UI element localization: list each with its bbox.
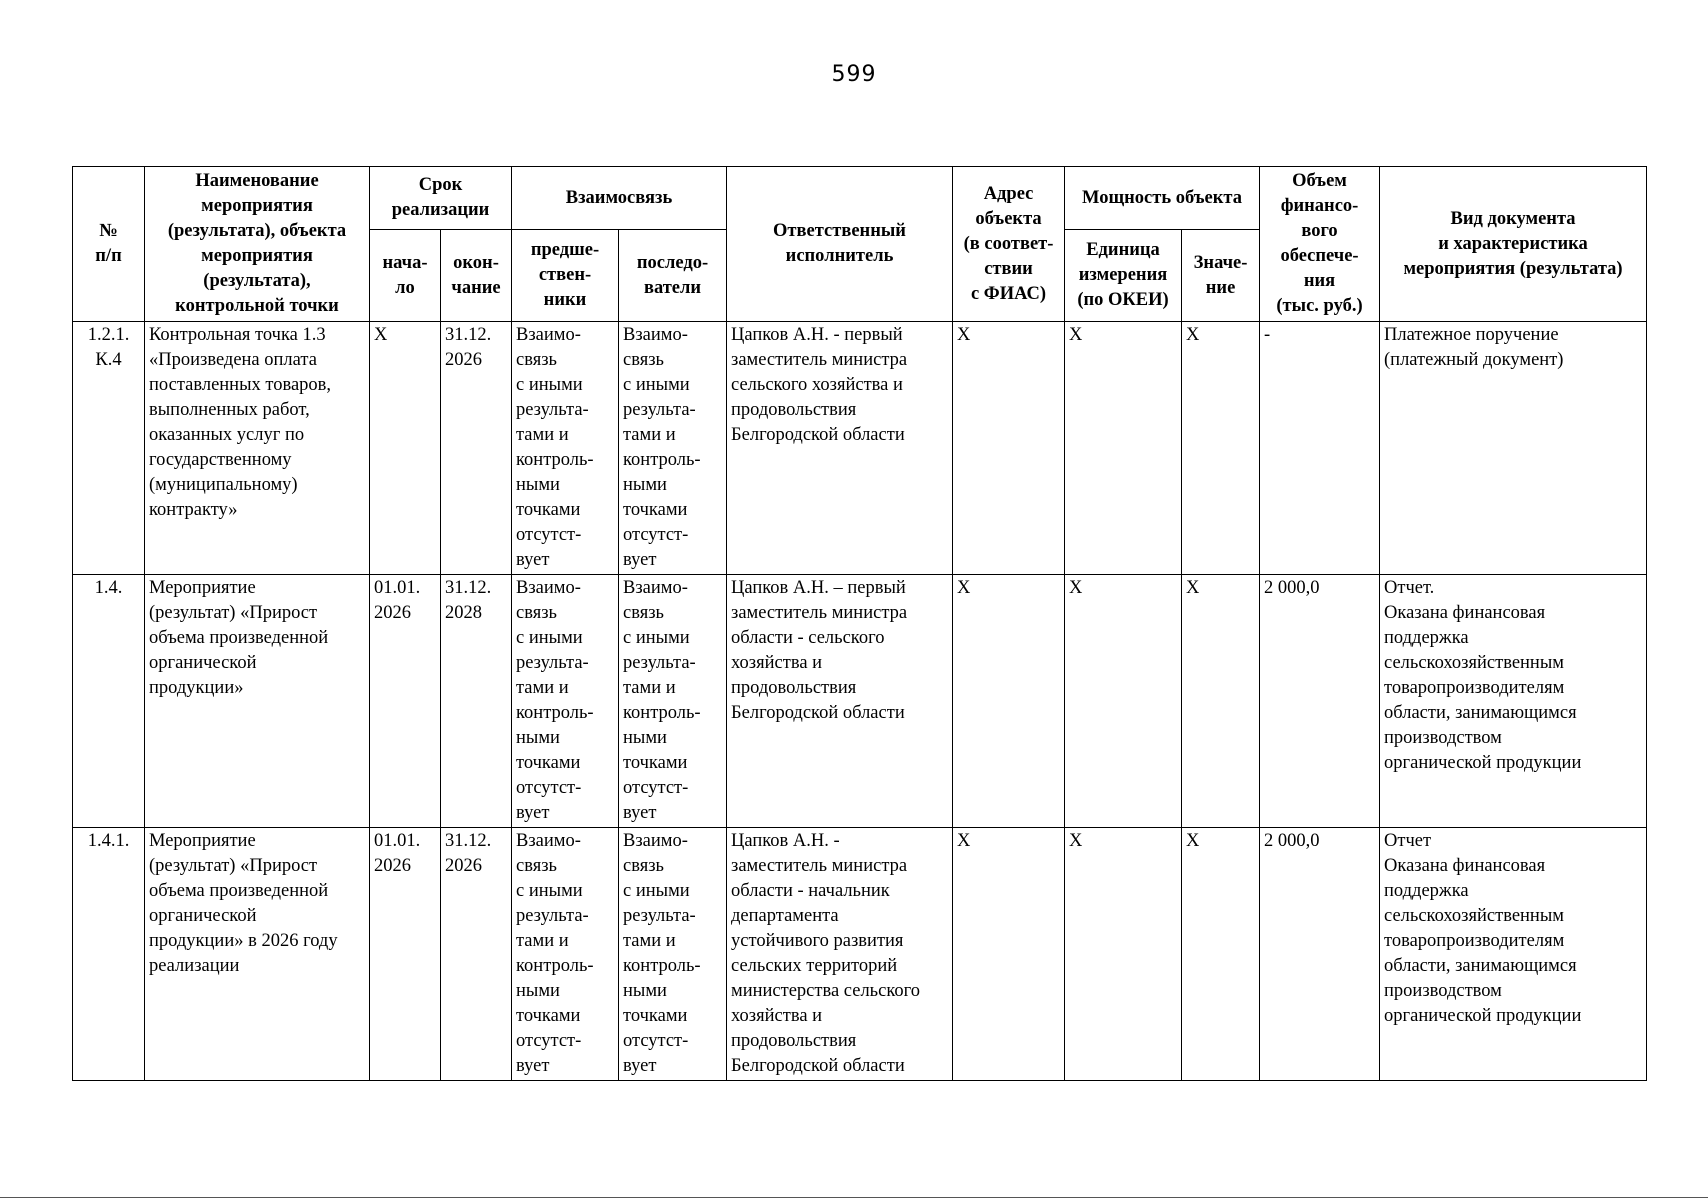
table-row (73, 575, 1647, 828)
table-row (73, 828, 1647, 1081)
cell-executor: Цапков А.Н. – первый заместитель министра области - сельского хозяйства и продовольствия Белгородской области (727, 575, 953, 828)
cell-name: Контрольная точка 1.3 «Произведена оплата поставленных товаров, выполненных работ, оказанных услуг по государственному (муниципальному) контракту» (145, 322, 370, 575)
cell-num: 1.2.1. К.4 (73, 322, 145, 575)
cell-value: Х (1182, 828, 1260, 1081)
cell-unit: Х (1065, 322, 1182, 575)
cell-address: Х (953, 828, 1065, 1081)
cell-finance: 2 000,0 (1260, 828, 1380, 1081)
cell-start: Х (370, 322, 441, 575)
cell-executor: Цапков А.Н. - первый заместитель министра сельского хозяйства и продовольствия Белгородской области (727, 322, 953, 575)
header-term-end: окон- чание (441, 230, 512, 322)
cell-start: 01.01. 2026 (370, 575, 441, 828)
cell-name: Мероприятие (результат) «Прирост объема произведенной органической продукции» в 2026 году реализации (145, 828, 370, 1081)
cell-document: Отчет Оказана финансовая поддержка сельскохозяйственным товаропроизводителям области, занимающимся производством органической продукции (1380, 828, 1647, 1081)
cell-finance: - (1260, 322, 1380, 575)
cell-pred: Взаимо- связь с иными результа- тами и контроль- ными точками отсутст- вует (512, 828, 619, 1081)
cell-executor: Цапков А.Н. - заместитель министра области - начальник департамента устойчивого развития сельских территорий министерства сельского хозяйства и продовольствия Белгородской области (727, 828, 953, 1081)
header-finance: Объем финансо- вого обеспече- ния (тыс. руб.) (1260, 167, 1380, 322)
cell-num: 1.4.1. (73, 828, 145, 1081)
cell-document: Платежное поручение (платежный документ) (1380, 322, 1647, 575)
header-link-succ: последо- ватели (619, 230, 727, 322)
header-executor: Ответственный исполнитель (727, 167, 953, 322)
cell-end: 31.12. 2026 (441, 828, 512, 1081)
table-row (73, 322, 1647, 575)
cell-succ: Взаимо- связь с иными результа- тами и контроль- ными точками отсутст- вует (619, 575, 727, 828)
header-name: Наименование мероприятия (результата), объекта мероприятия (результата), контрольной точки (145, 167, 370, 322)
header-term-start: нача- ло (370, 230, 441, 322)
cell-document: Отчет. Оказана финансовая поддержка сельскохозяйственным товаропроизводителям области, занимающимся производством органической продукции (1380, 575, 1647, 828)
cell-address: Х (953, 575, 1065, 828)
cell-pred: Взаимо- связь с иными результа- тами и контроль- ными точками отсутст- вует (512, 322, 619, 575)
cell-address: Х (953, 322, 1065, 575)
header-capacity: Мощность объекта (1065, 167, 1260, 230)
cell-end: 31.12. 2026 (441, 322, 512, 575)
header-num: № п/п (73, 167, 145, 322)
cell-num: 1.4. (73, 575, 145, 828)
plan-table (72, 166, 1647, 1081)
header-link-pred: предше- ствен- ники (512, 230, 619, 322)
cell-succ: Взаимо- связь с иными результа- тами и контроль- ными точками отсутст- вует (619, 828, 727, 1081)
cell-succ: Взаимо- связь с иными результа- тами и контроль- ными точками отсутст- вует (619, 322, 727, 575)
cell-pred: Взаимо- связь с иными результа- тами и контроль- ными точками отсутст- вует (512, 575, 619, 828)
cell-name: Мероприятие (результат) «Прирост объема произведенной органической продукции» (145, 575, 370, 828)
header-term: Срок реализации (370, 167, 512, 230)
cell-value: Х (1182, 322, 1260, 575)
cell-unit: Х (1065, 575, 1182, 828)
cell-finance: 2 000,0 (1260, 575, 1380, 828)
cell-end: 31.12. 2028 (441, 575, 512, 828)
page-bottom-divider (0, 1197, 1708, 1198)
table-header (73, 167, 1647, 322)
header-link: Взаимосвязь (512, 167, 727, 230)
cell-value: Х (1182, 575, 1260, 828)
cell-unit: Х (1065, 828, 1182, 1081)
header-capacity-unit: Единица измерения (по ОКЕИ) (1065, 230, 1182, 322)
header-address: Адрес объекта (в соответ- ствии с ФИАС) (953, 167, 1065, 322)
page-number: 599 (831, 62, 877, 87)
header-document: Вид документа и характеристика мероприятия (результата) (1380, 167, 1647, 322)
cell-start: 01.01. 2026 (370, 828, 441, 1081)
header-capacity-value: Значе- ние (1182, 230, 1260, 322)
